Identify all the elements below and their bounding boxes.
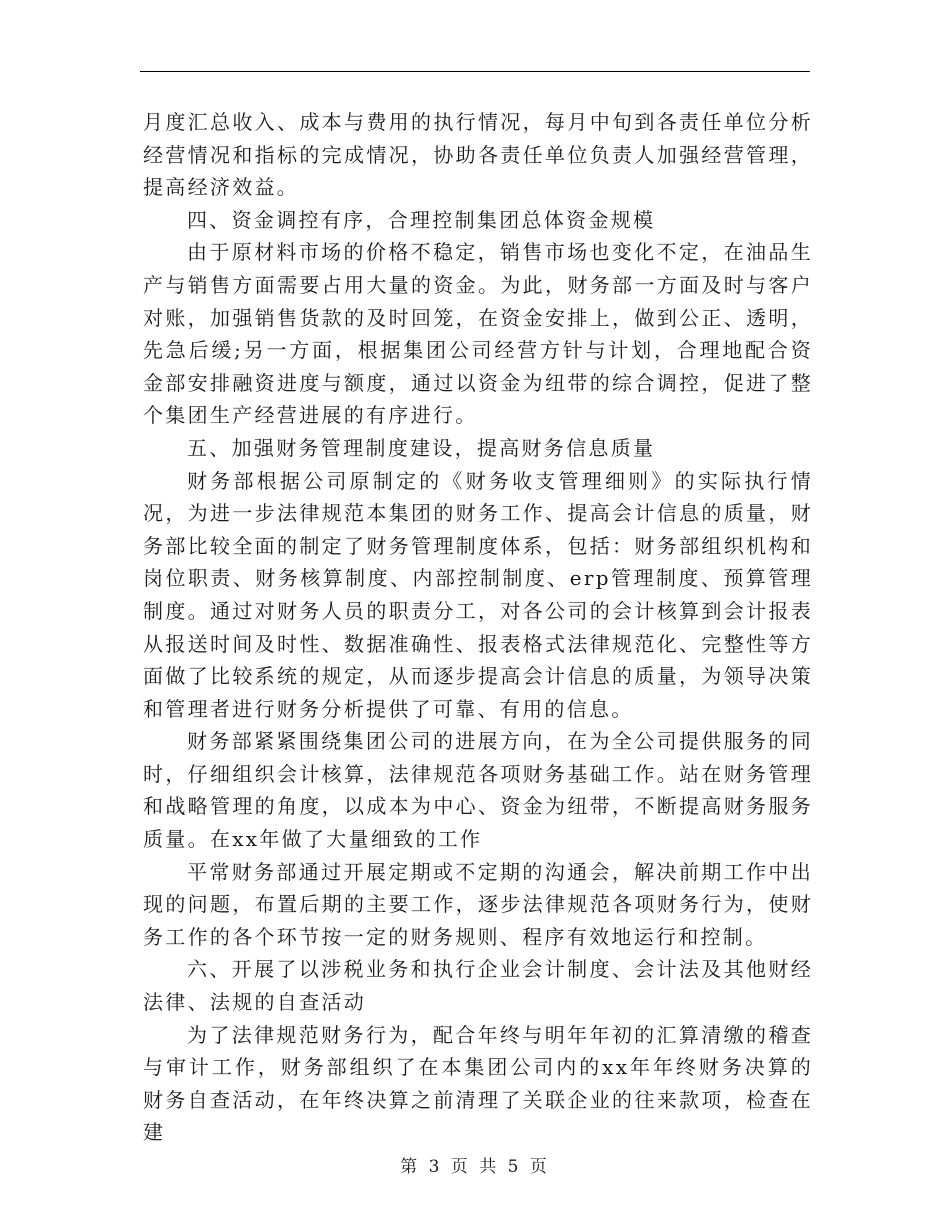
paragraph-3: 财务部根据公司原制定的《财务收支管理细则》的实际执行情况，为进一步法律规范本集团的财务工作、提高会计信息的质量，财务部比较全面的制定了财务管理制度体系，包括：财务部组织机构和岗位职责、财务核算制度、内部控制制度、erp管理制度、预算管理制度。通过对财务人员的职责分工，对各公司的会计核算到会计报表从报送时间及时性、数据准确性、报表格式法律规范化、完整性等方面做了比较系统的规定，从而逐步提高会计信息的质量，为领导决策和管理者进行财务分析提供了可靠、有用的信息。	[143, 468, 813, 721]
header-rule	[140, 71, 810, 72]
section-heading-5: 五、加强财务管理制度建设，提高财务信息质量	[187, 435, 656, 460]
paragraph-1: 月度汇总收入、成本与费用的执行情况，每月中旬到各责任单位分析经营情况和指标的完成情况，协助各责任单位负责人加强经营管理，提高经济效益。	[143, 110, 813, 200]
paragraph-6: 为了法律规范财务行为，配合年终与明年年初的汇算清缴的稽查与审计工作，财务部组织了在本集团公司内的xx年年终财务决算的财务自查活动，在年终决算之前清理了关联企业的往来款项，检查在建	[143, 1022, 813, 1145]
paragraph-5: 平常财务部通过开展定期或不定期的沟通会，解决前期工作中出现的问题，布置后期的主要工作，逐步法律规范各项财务行为，使财务工作的各个环节按一定的财务规则、程序有效地运行和控制。	[143, 859, 813, 949]
document-body	[143, 106, 813, 1149]
section-heading-4: 四、资金调控有序，合理控制集团总体资金规模	[187, 207, 656, 232]
paragraph-4: 财务部紧紧围绕集团公司的进展方向，在为全公司提供服务的同时，仔细组织会计核算，法律规范各项财务基础工作。站在财务管理和战略管理的角度，以成本为中心、资金为纽带，不断提高财务服务质量。在xx年做了大量细致的工作	[143, 729, 813, 852]
section-heading-6: 六、开展了以涉税业务和执行企业会计制度、会计法及其他财经法律、法规的自查活动	[143, 957, 813, 1015]
page-number: 第 3 页 共 5 页	[400, 1157, 550, 1177]
paragraph-2: 由于原材料市场的价格不稳定，销售市场也变化不定，在油品生产与销售方面需要占用大量的资金。为此，财务部一方面及时与客户对账，加强销售货款的及时回笼，在资金安排上，做到公正、透明，先急后缓;另一方面，根据集团公司经营方针与计划，合理地配合资金部安排融资进度与额度，通过以资金为纽带的综合调控，促进了整个集团生产经营进展的有序进行。	[143, 240, 813, 428]
